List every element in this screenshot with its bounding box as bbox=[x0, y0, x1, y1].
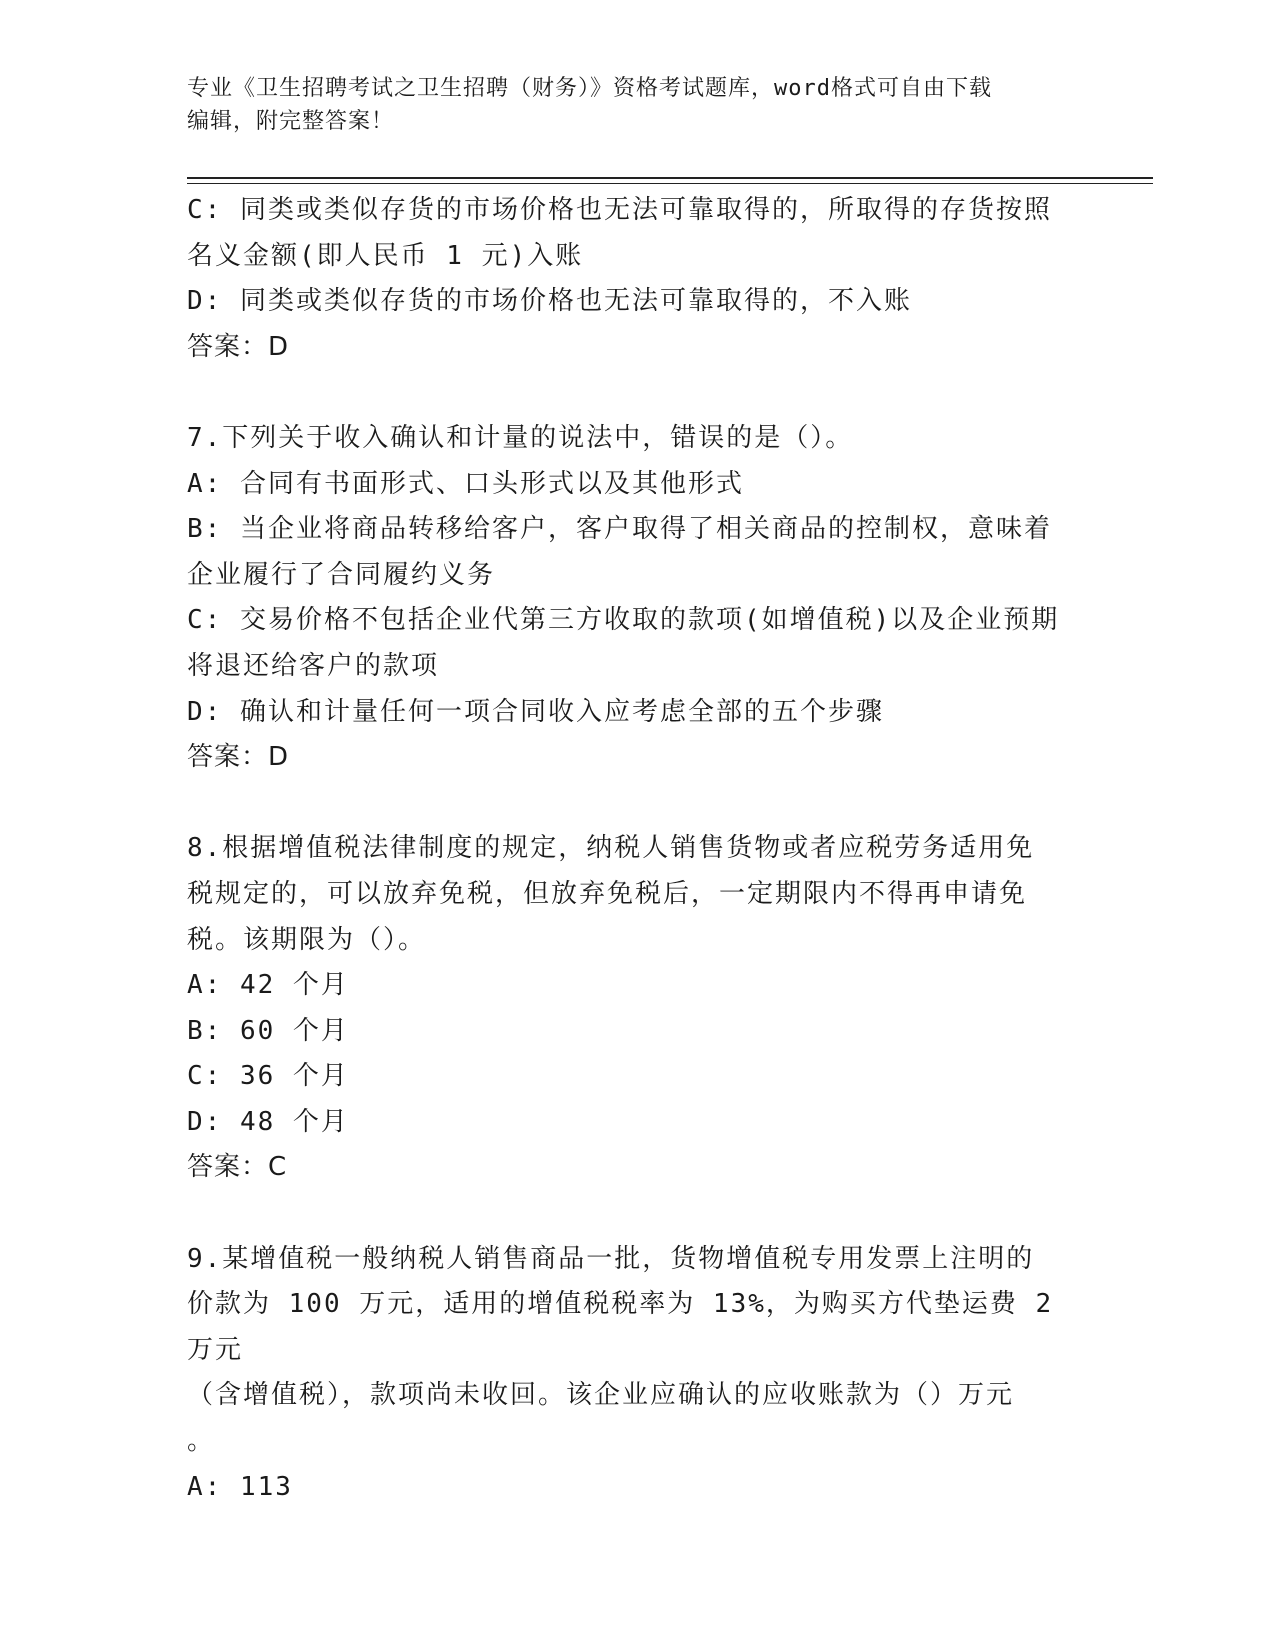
option-c-line-1: C: 同类或类似存货的市场价格也无法可靠取得的，所取得的存货按照 bbox=[187, 195, 1052, 225]
option-b: B: 60 个月 bbox=[187, 1015, 349, 1046]
question-6 bbox=[187, 188, 1087, 370]
answer: 答案：D bbox=[187, 331, 290, 362]
answer: 答案：C bbox=[187, 1152, 288, 1183]
option-c-line-2: 将退还给客户的款项 bbox=[187, 650, 440, 681]
question-stem-line-3: 税。该期限为（）。 bbox=[187, 924, 427, 955]
option-b-line-1: B: 当企业将商品转移给客户，客户取得了相关商品的控制权，意味着 bbox=[187, 514, 1052, 545]
option-a: A: 42 个月 bbox=[187, 970, 349, 1001]
document-header bbox=[187, 72, 1087, 138]
question-7 bbox=[187, 416, 1087, 781]
option-b-line-2: 企业履行了合同履约义务 bbox=[187, 559, 496, 590]
question-stem-line-1: 9.某增值税一般纳税人销售商品一批，货物增值税专用发票上注明的 bbox=[187, 1243, 1035, 1274]
option-d: D: 同类或类似存货的市场价格也无法可靠取得的，不入账 bbox=[187, 286, 912, 317]
question-content bbox=[187, 188, 1087, 1510]
header-divider-thick bbox=[187, 177, 1153, 179]
spacer bbox=[187, 1191, 1087, 1237]
question-stem-line-2: 税规定的，可以放弃免税，但放弃免税后，一定期限内不得再申请免 bbox=[187, 878, 1028, 909]
header-line-2: 编辑，附完整答案！ bbox=[187, 109, 395, 134]
answer: 答案：D bbox=[187, 742, 290, 773]
question-stem-line-3: （含增值税），款项尚未收回。该企业应确认的应收账款为（）万元 bbox=[187, 1380, 1015, 1411]
option-d: D: 48 个月 bbox=[187, 1106, 349, 1137]
option-d: D: 确认和计量任何一项合同收入应考虑全部的五个步骤 bbox=[187, 696, 884, 727]
spacer bbox=[187, 781, 1087, 827]
option-a: A: 合同有书面形式、口头形式以及其他形式 bbox=[187, 468, 744, 499]
spacer bbox=[187, 370, 1087, 416]
option-c-line-2: 名义金额(即人民币 1 元)入账 bbox=[187, 240, 584, 271]
question-stem-line-1: 8.根据增值税法律制度的规定，纳税人销售货物或者应税劳务适用免 bbox=[187, 833, 1035, 864]
question-9 bbox=[187, 1237, 1087, 1511]
option-c: C: 36 个月 bbox=[187, 1061, 349, 1092]
header-divider-thin bbox=[187, 183, 1153, 184]
question-stem-line-4: 。 bbox=[187, 1426, 216, 1457]
option-c-line-1: C: 交易价格不包括企业代第三方收取的款项(如增值税)以及企业预期 bbox=[187, 605, 1060, 636]
header-line-1: 专业《卫生招聘考试之卫生招聘（财务）》资格考试题库，word格式可自由下载 bbox=[187, 76, 992, 101]
question-stem: 7.下列关于收入确认和计量的说法中，错误的是（）。 bbox=[187, 422, 854, 453]
question-8 bbox=[187, 826, 1087, 1191]
option-a: A: 113 bbox=[187, 1471, 293, 1502]
question-stem-line-2: 价款为 100 万元，适用的增值税税率为 13%，为购买方代垫运费 2 万元 bbox=[187, 1289, 1071, 1365]
